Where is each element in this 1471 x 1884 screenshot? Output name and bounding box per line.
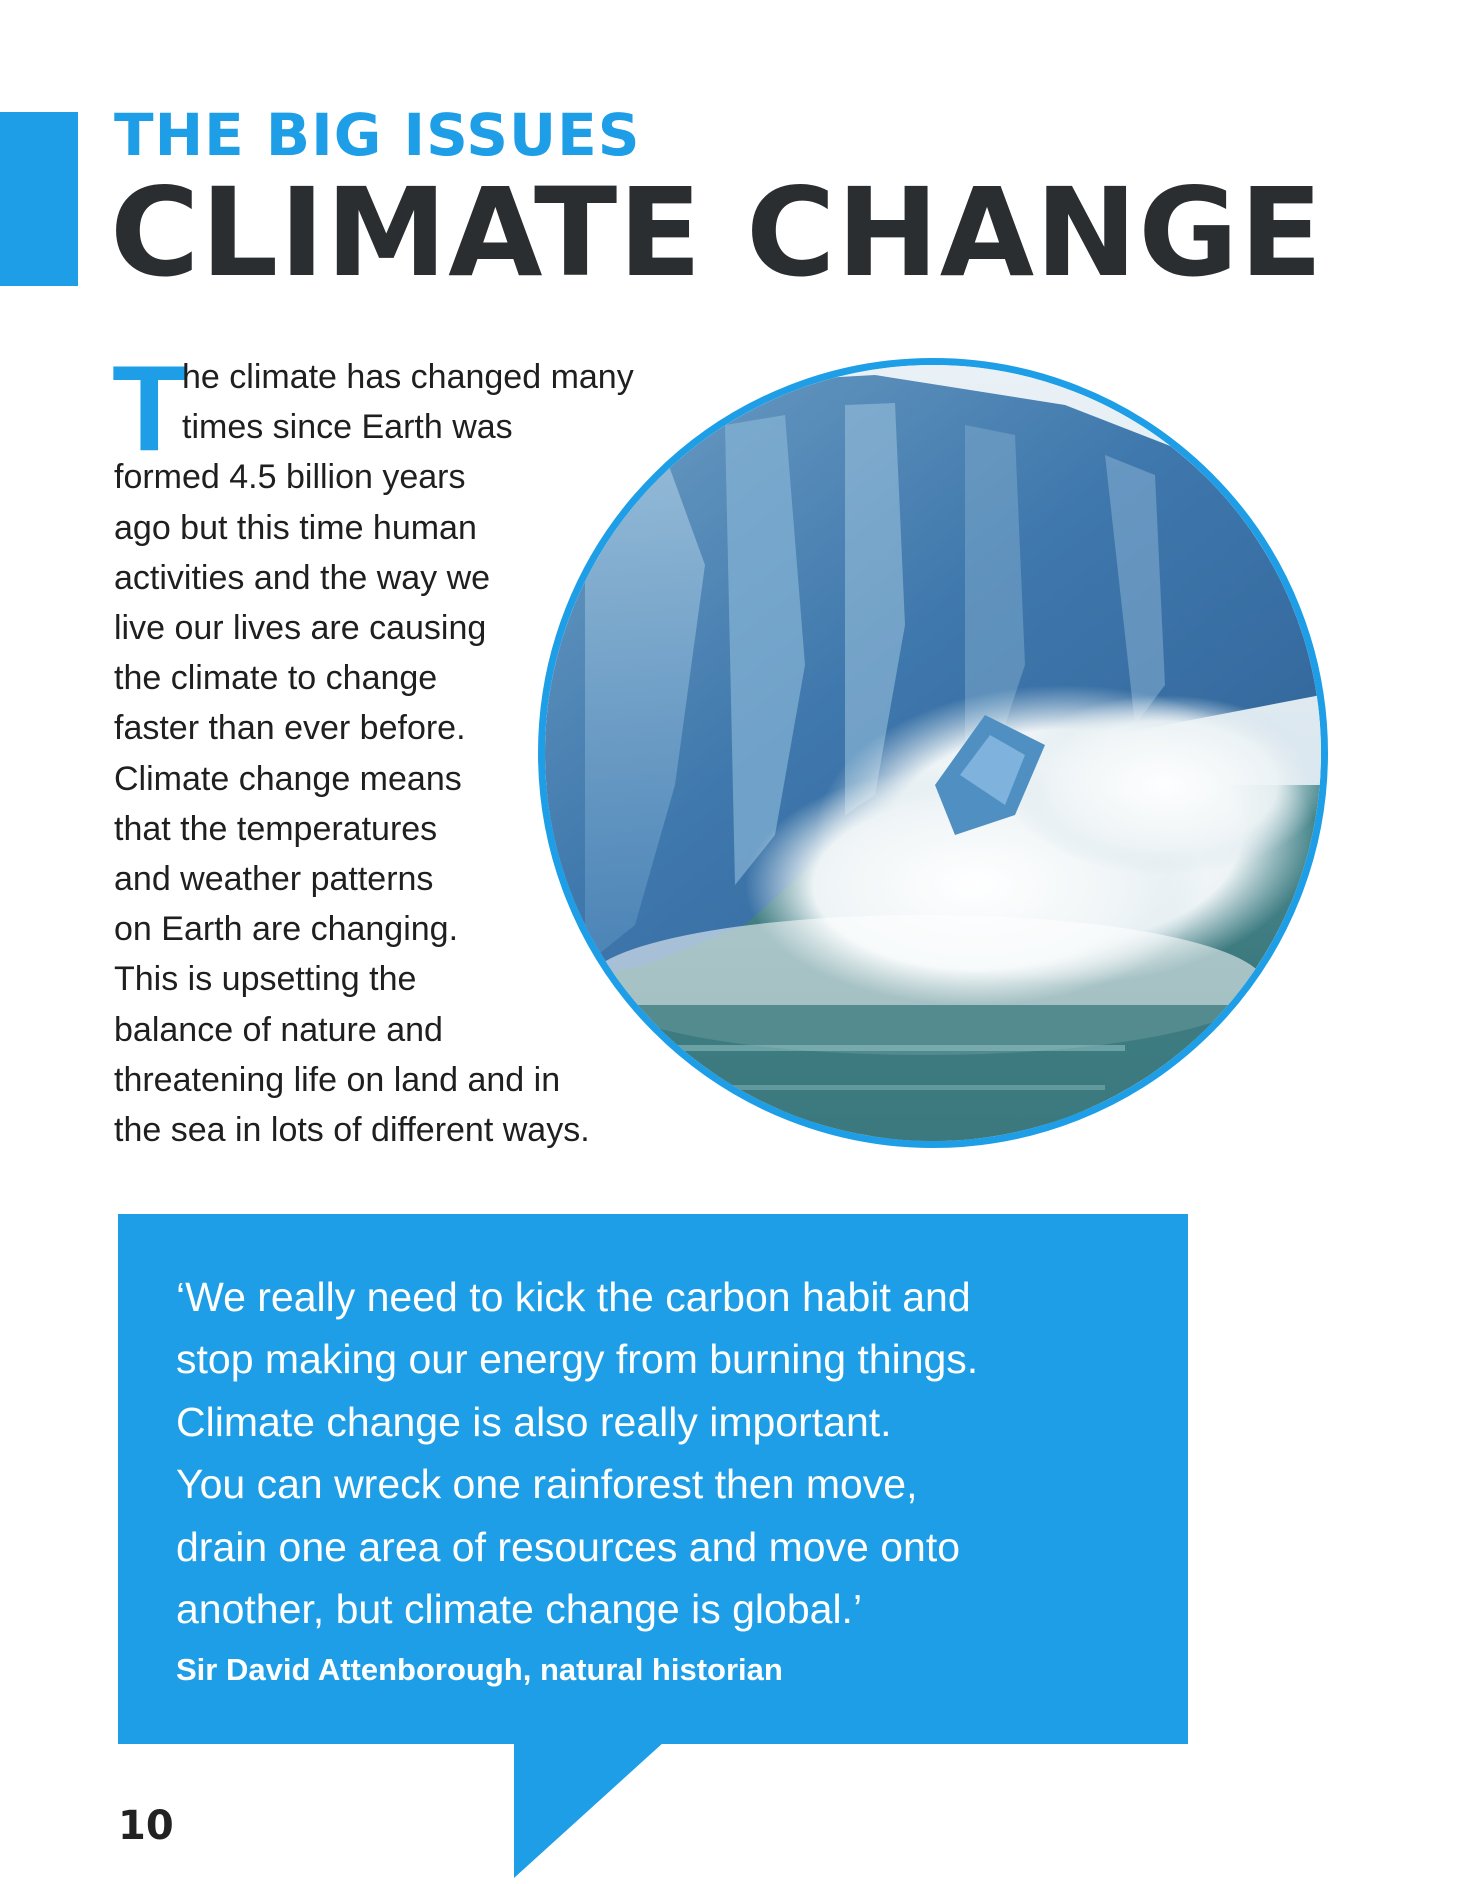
intro-line: and weather patterns bbox=[114, 860, 434, 899]
quote-line: ‘We really need to kick the carbon habit and bbox=[176, 1274, 971, 1320]
page-number: 10 bbox=[118, 1803, 174, 1849]
intro-line: formed 4.5 billion years bbox=[114, 458, 466, 497]
quote-line: drain one area of resources and move onto bbox=[176, 1523, 961, 1570]
intro-line: ago but this time human bbox=[114, 508, 477, 547]
glacier-calving-photo bbox=[538, 358, 1328, 1148]
page-title: CLIMATE CHANGE bbox=[110, 162, 1324, 304]
intro-line: activities and the way we bbox=[114, 558, 491, 597]
intro-line: the climate to change bbox=[114, 659, 438, 698]
section-kicker: THE BIG ISSUES bbox=[114, 101, 641, 169]
intro-line: live our lives are causing bbox=[114, 609, 487, 648]
quote-line: Climate change is also really important. bbox=[176, 1398, 892, 1445]
intro-line: This is upsetting the bbox=[114, 960, 417, 999]
intro-line: the sea in lots of different ways. bbox=[114, 1111, 590, 1150]
quote-tail bbox=[514, 1742, 664, 1878]
intro-line: that the temperatures bbox=[114, 809, 438, 848]
intro-line: balance of nature and bbox=[114, 1010, 443, 1049]
quote-line: You can wreck one rainforest then move, bbox=[176, 1461, 918, 1508]
intro-line: he climate has changed many bbox=[182, 358, 634, 396]
quote-line: stop making our energy from burning things. bbox=[176, 1336, 979, 1383]
intro-line: faster than ever before. bbox=[114, 709, 466, 748]
intro-line: times since Earth was bbox=[182, 408, 513, 447]
accent-bar bbox=[0, 112, 78, 286]
glacier-calving-icon bbox=[545, 365, 1321, 1141]
intro-line: Climate change means bbox=[114, 759, 462, 798]
quote-text bbox=[176, 1266, 1136, 1640]
drop-cap: T bbox=[112, 340, 187, 476]
quote-attribution: Sir David Attenborough, natural historian bbox=[176, 1652, 783, 1687]
intro-line: on Earth are changing. bbox=[114, 910, 459, 949]
quote-line: another, but climate change is global.’ bbox=[176, 1586, 863, 1633]
intro-line: threatening life on land and in bbox=[114, 1060, 561, 1099]
